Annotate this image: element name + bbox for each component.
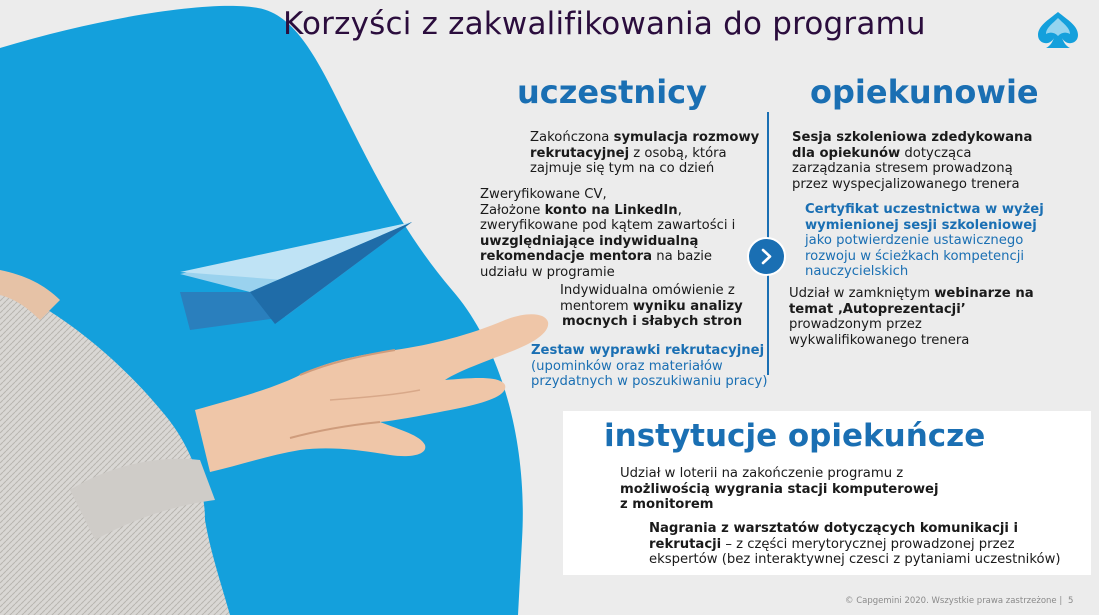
instytucje-item-recordings: Nagrania z warsztatów dotyczących komunikacji i rekrutacji – z części merytorycznej prowadzonej przez ekspertów (bez interaktywnej czesci z pytaniami uczestników): [649, 521, 1061, 567]
uczestnicy-item-simulation: Zakończona symulacja rozmowy rekrutacyjnej z osobą, która zajmuje się tym na co dzień: [530, 130, 760, 176]
opiekunowie-item-certificate: Certyfikat uczestnictwa w wyżej wymienionej sesji szkoleniowej jako potwierdzenie ustawicznego rozwoju w ścieżkach kompetencji nauczycielskich: [805, 202, 1044, 279]
heading-opiekunowie: opiekunowie: [810, 73, 1039, 111]
opiekunowie-item-session: Sesja szkoleniowa zdedykowana dla opiekunów dotycząca zarządzania stresem prowadzoną przez wyspecjalizowanego trenera: [792, 130, 1033, 192]
chevron-right-icon: [758, 248, 775, 265]
heading-instytucje: instytucje opiekuńcze: [604, 418, 986, 454]
capgemini-spade-logo: [1036, 10, 1080, 50]
uczestnicy-item-cv: Zweryfikowane CV, Założone konto na LinkedIn, zweryfikowane pod kątem zawartości i uwzględniające indywidualną rekomendacje mentora na bazie udziału w programie: [480, 187, 736, 280]
uczestnicy-item-analysis: Indywidualna omówienie z mentorem wyniku analizy mocnych i słabych stron: [560, 283, 743, 329]
opiekunowie-item-webinar: Udział w zamkniętym webinarze na temat ‚Autoprezentacji’ prowadzonym przez wykwalifikowanego trenera: [789, 286, 1034, 348]
next-button[interactable]: [747, 237, 786, 276]
page-title: Korzyści z zakwalifikowania do programu: [283, 6, 926, 42]
footer-copyright: © Capgemini 2020. Wszystkie prawa zastrzeżone |: [845, 596, 1063, 606]
instytucje-item-lottery: Udział w loterii na zakończenie programu z możliwością wygrania stacji komputerowej z monitorem: [620, 466, 939, 512]
page-number: 5: [1068, 596, 1074, 606]
heading-uczestnicy: uczestnicy: [517, 73, 707, 111]
paper-plane-illustration: [180, 222, 415, 337]
uczestnicy-item-kit: Zestaw wyprawki rekrutacyjnej (upominków oraz materiałów przydatnych w poszukiwaniu pracy): [531, 343, 768, 389]
